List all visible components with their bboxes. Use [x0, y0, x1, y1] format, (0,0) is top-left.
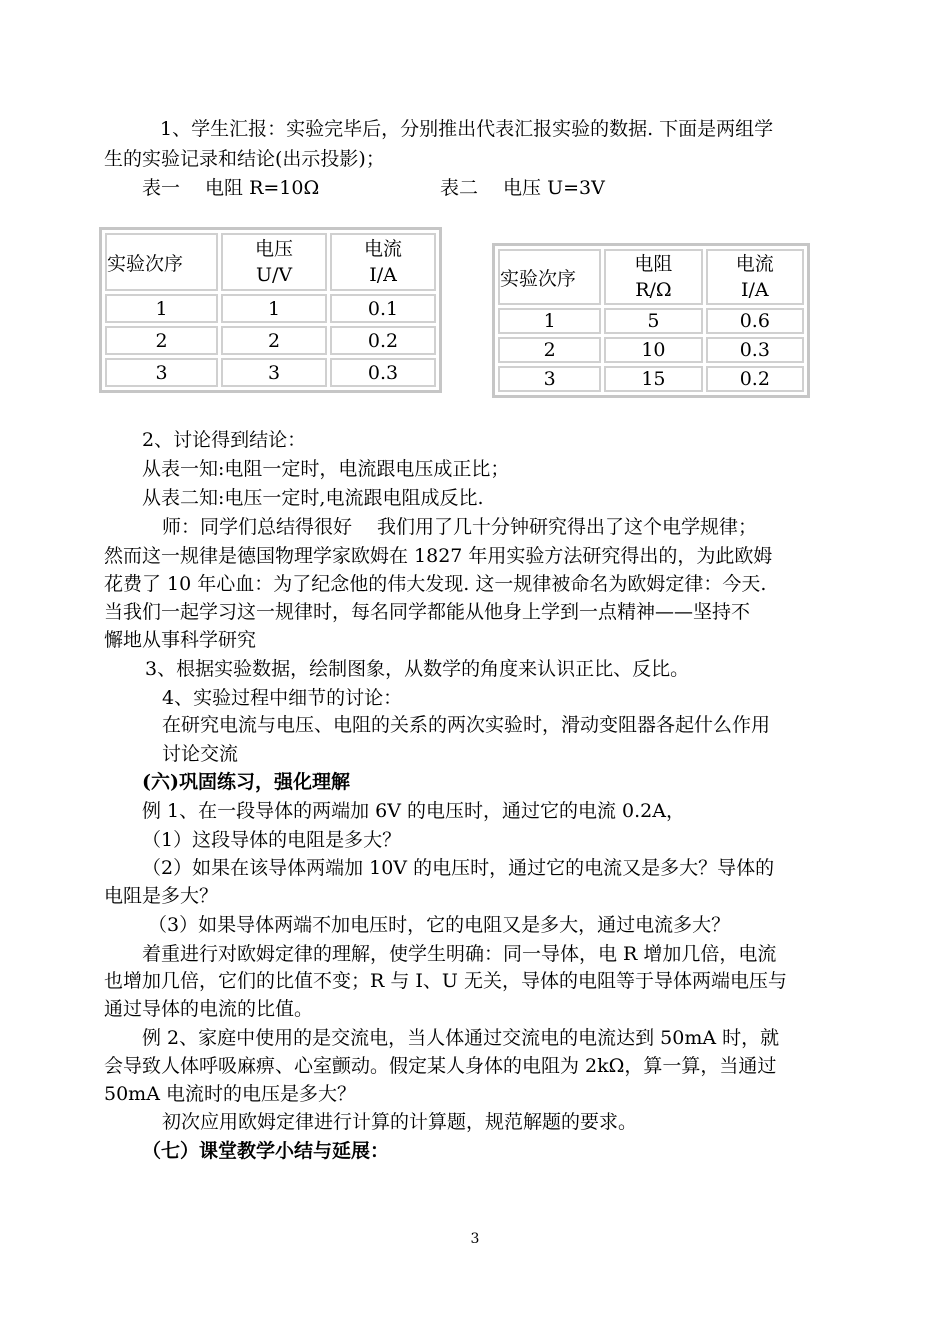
- paragraph-line: 花费了 10 年心血：为了纪念他的伟大发现. 这一规律被命名为欧姆定律：今天.: [104, 573, 767, 595]
- table-cell: 0.2: [706, 366, 804, 392]
- paragraph-line: 会导致人体呼吸麻痹、心室颤动。假定某人身体的电阻为 2kΩ，算一算，当通过: [104, 1055, 777, 1077]
- table-header-row: [498, 249, 804, 305]
- table-cell: 0.3: [330, 358, 436, 387]
- table-row: [498, 366, 804, 392]
- header-cell: 电流 I/A: [706, 249, 804, 305]
- table-cell: 10: [604, 337, 702, 363]
- table-cell: 0.2: [330, 326, 436, 355]
- paragraph-line: 从表一知:电阻一定时，电流跟电压成正比；: [142, 458, 510, 480]
- table1-caption: 表一 电阻 R=10Ω: [142, 177, 320, 199]
- table-cell: 15: [604, 366, 702, 392]
- table-cell: 0.3: [706, 337, 804, 363]
- header-cell: 实验次序: [498, 249, 601, 305]
- table-cell: 3: [221, 358, 327, 387]
- table-cell: 2: [498, 337, 601, 363]
- paragraph-line: 在研究电流与电压、电阻的关系的两次实验时，滑动变阻器各起什么作用: [162, 714, 771, 736]
- table-row: [498, 337, 804, 363]
- table-cell: 1: [105, 294, 218, 323]
- paragraph-line: 讨论交流: [162, 743, 239, 765]
- header-cell: 电压 U/V: [221, 233, 327, 291]
- table-cell: 1: [221, 294, 327, 323]
- table-cell: 2: [221, 326, 327, 355]
- paragraph-line: 从表二知:电压一定时,电流跟电阻成反比.: [142, 487, 484, 509]
- paragraph-line: 例 2、家庭中使用的是交流电，当人体通过交流电的电流达到 50mA 时，就: [142, 1027, 780, 1049]
- table-2: [492, 243, 810, 398]
- paragraph-line: 电阻是多大？: [104, 885, 219, 907]
- paragraph-line: 生的实验记录和结论(出示投影)；: [104, 148, 385, 170]
- table-cell: 2: [105, 326, 218, 355]
- table-cell: 3: [498, 366, 601, 392]
- paragraph-line: 然而这一规律是德国物理学家欧姆在 1827 年用实验方法研究得出的，为此欧姆: [104, 545, 773, 567]
- paragraph-line: 3、根据实验数据，绘制图象，从数学的角度来认识正比、反比。: [145, 658, 690, 680]
- paragraph-line: 例 1、在一段导体的两端加 6V 的电压时，通过它的电流 0.2A，: [142, 800, 685, 822]
- page-number: 3: [470, 1231, 480, 1247]
- paragraph-line: 师：同学们总结得很好 我们用了几十分钟研究得出了这个电学规律；: [162, 516, 758, 538]
- table-1: [99, 227, 442, 393]
- paragraph-line: 通过导体的电流的比值。: [104, 998, 314, 1020]
- paragraph-line: 懈地从事科学研究: [104, 629, 257, 651]
- table-row: [498, 308, 804, 334]
- header-cell: 电流 I/A: [330, 233, 436, 291]
- header-cell: 实验次序: [105, 233, 218, 291]
- paragraph-line: 当我们一起学习这一规律时，每名同学都能从他身上学到一点精神——坚持不: [104, 601, 751, 623]
- section-heading: (六)巩固练习，强化理解: [142, 771, 350, 793]
- table-cell: 5: [604, 308, 702, 334]
- paragraph-line: 着重进行对欧姆定律的理解，使学生明确：同一导体，电 R 增加几倍，电流: [142, 943, 777, 965]
- table-row: [105, 358, 436, 387]
- paragraph-line: 2、讨论得到结论：: [142, 429, 307, 451]
- section-heading: （七）课堂教学小结与延展：: [142, 1140, 390, 1162]
- paragraph-line: （1）这段导体的电阻是多大？: [142, 829, 402, 851]
- table-row: [105, 326, 436, 355]
- table2-caption: 表二 电压 U=3V: [440, 177, 605, 199]
- header-cell: 电阻 R/Ω: [604, 249, 702, 305]
- table-cell: 0.6: [706, 308, 804, 334]
- table-cell: 0.1: [330, 294, 436, 323]
- paragraph-line: （2）如果在该导体两端加 10V 的电压时，通过它的电流又是多大？导体的: [142, 857, 775, 879]
- table-row: [105, 294, 436, 323]
- table-cell: 1: [498, 308, 601, 334]
- paragraph-line: 1、学生汇报：实验完毕后，分别推出代表汇报实验的数据. 下面是两组学: [160, 118, 774, 140]
- paragraph-line: 初次应用欧姆定律进行计算的计算题，规范解题的要求。: [162, 1111, 638, 1133]
- paragraph-line: 4、实验过程中细节的讨论：: [162, 687, 403, 709]
- table-cell: 3: [105, 358, 218, 387]
- paragraph-line: （3）如果导体两端不加电压时，它的电阻又是多大，通过电流多大？: [148, 914, 731, 936]
- paragraph-line: 50mA 电流时的电压是多大？: [104, 1083, 356, 1105]
- paragraph-line: 也增加几倍，它们的比值不变；R 与 I、U 无关，导体的电阻等于导体两端电压与: [104, 970, 787, 992]
- table-header-row: [105, 233, 436, 291]
